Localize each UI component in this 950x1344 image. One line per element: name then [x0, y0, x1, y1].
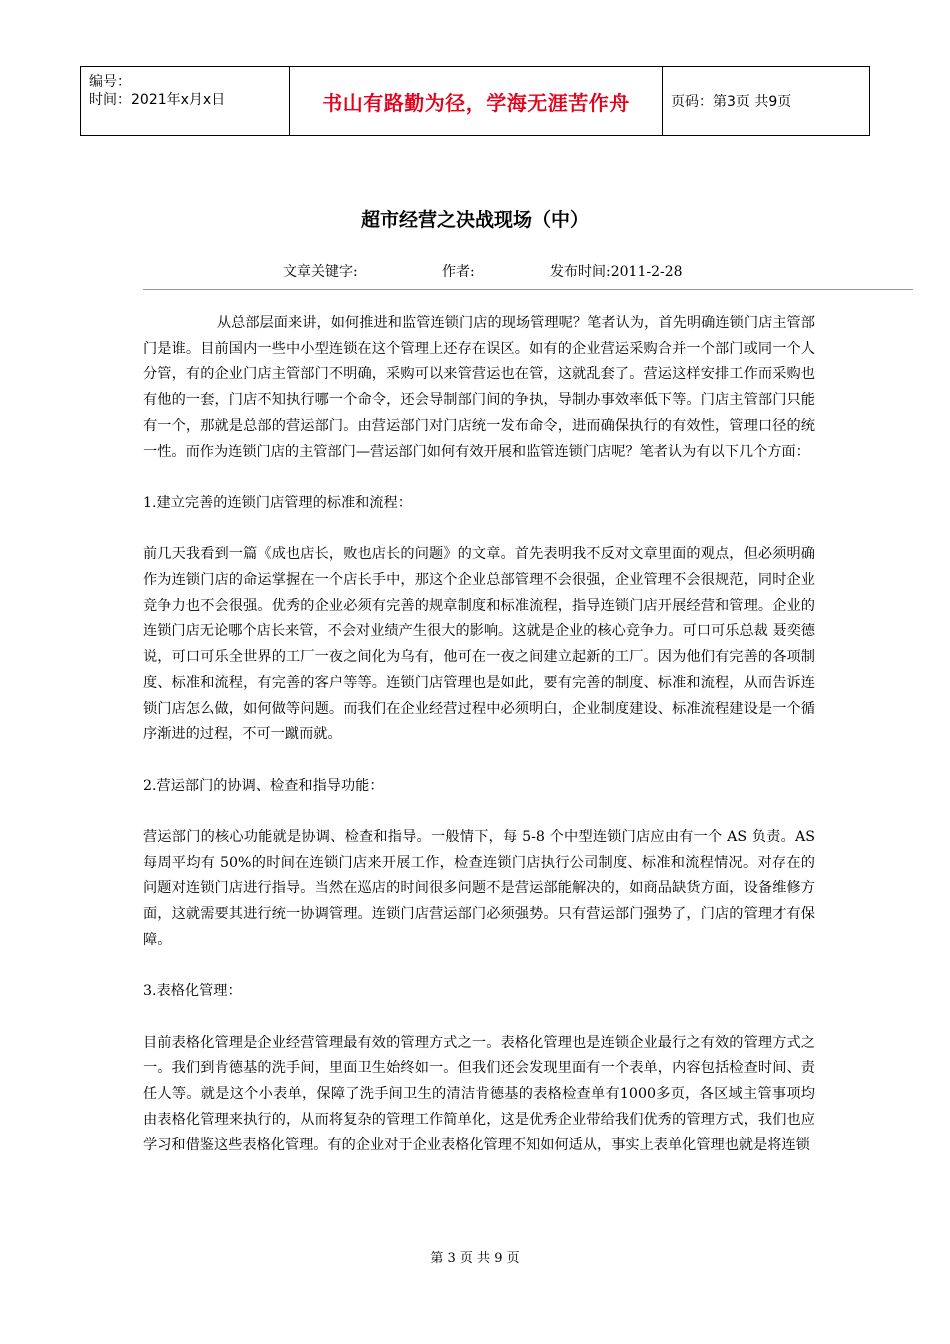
section-heading-2: 2.营运部门的协调、检查和指导功能：: [143, 777, 384, 794]
document-number-label: 编号：: [89, 74, 131, 90]
document-time-label: 时间：2021年x月x日: [89, 92, 226, 108]
document-header: [80, 66, 870, 136]
keywords-label: 文章关键字:: [283, 264, 358, 280]
article-body: [143, 311, 815, 1159]
section-heading-1: 1.建立完善的连锁门店管理的标准和流程：: [143, 494, 412, 511]
author-label: 作者:: [442, 264, 475, 280]
paragraph-section-3: 目前表格化管理是企业经营管理最有效的管理方式之一。表格化管理也是连锁企业最行之有效的管理方式之一。我们到肯德基的洗手间，里面卫生始终如一。但我们还会发现里面有一个表单，内容包括检查时间、责任人等。就是这个小表单，保障了洗手间卫生的清洁肯德基的表格检查单有1000多页，各区域主管事项均由表格化管理来执行的，从而将复杂的管理工作简单化，这是优秀企业带给我们优秀的管理方式，我们也应学习和借鉴这些表格化管理。有的企业对于企业表格化管理不知如何适从，事实上表单化管理也就是将连锁: [143, 1034, 815, 1154]
article-title: 超市经营之决战现场（中）: [360, 209, 589, 231]
paragraph-section-2: 营运部门的核心功能就是协调、检查和指导。一般情下，每 5-8 个中型连锁门店应由有一个 AS 负责。AS 每周平均有 50%的时间在连锁门店来开展工作，检查连锁门店执行公司制度、标准和流程情况。对存在的问题对连锁门店进行指导。当然在巡店的时间很多问题不是营运部能解决的，如商品缺货方面，设备维修方面，这就需要其进行统一协调管理。连锁门店营运部门必须强势。只有营运部门强势了，门店的管理才有保障。: [143, 829, 815, 948]
header-page-code: 页码：第3页 共9页: [663, 67, 870, 136]
publish-date-label: 发布时间:2011-2-28: [550, 264, 683, 280]
header-motto: 书山有路勤为径，学海无涯苦作舟: [290, 67, 663, 136]
section-heading-3: 3.表格化管理：: [143, 983, 242, 1000]
paragraph-intro: 从总部层面来讲，如何推进和监管连锁门店的现场管理呢？笔者认为，首先明确连锁门店主管部门是谁。目前国内一些中小型连锁在这个管理上还存在误区。如有的企业营运采购合并一个部门或同一个人分管，有的企业门店主管部门不明确，采购可以来管营运也在管，这就乱套了。营运这样安排工作而采购也有他的一套，门店不知执行哪一个命令，还会导制部门间的争执，导制办事效率低下等。门店主管部门只能有一个，那就是总部的营运部门。由营运部门对门店统一发布命令，进而确保执行的有效性，管理口径的统一性。而作为连锁门店的主管部门—营运部门如何有效开展和监管连锁门店呢？笔者认为有以下几个方面：: [143, 315, 815, 460]
article-meta-line: [143, 259, 913, 290]
paragraph-section-1: 前几天我看到一篇《成也店长，败也店长的问题》的文章。首先表明我不反对文章里面的观点，但必须明确作为连锁门店的命运掌握在一个店长手中，那这个企业总部管理不会很强，企业管理不会很规范，同时企业竞争力也不会很强。优秀的企业必须有完善的规章制度和标准流程，指导连锁门店开展经营和管理。企业的连锁门店无论哪个店长来管，不会对业绩产生很大的影响。这就是企业的核心竞争力。可口可乐总裁 聂奕德说，可口可乐全世界的工厂一夜之间化为乌有，他可在一夜之间建立起新的工厂。因为他们有完善的各项制度、标准和流程，有完善的客户等等。连锁门店管理也是如此，要有完善的制度、标准和流程，从而告诉连锁门店怎么做，如何做等问题。而我们在企业经营过程中必须明白，企业制度建设、标准流程建设是一个循序渐进的过程，不可一蹴而就。: [143, 546, 815, 743]
page-footer: 第 3 页 共 9 页: [430, 1251, 520, 1266]
header-info-cell: [81, 67, 290, 136]
